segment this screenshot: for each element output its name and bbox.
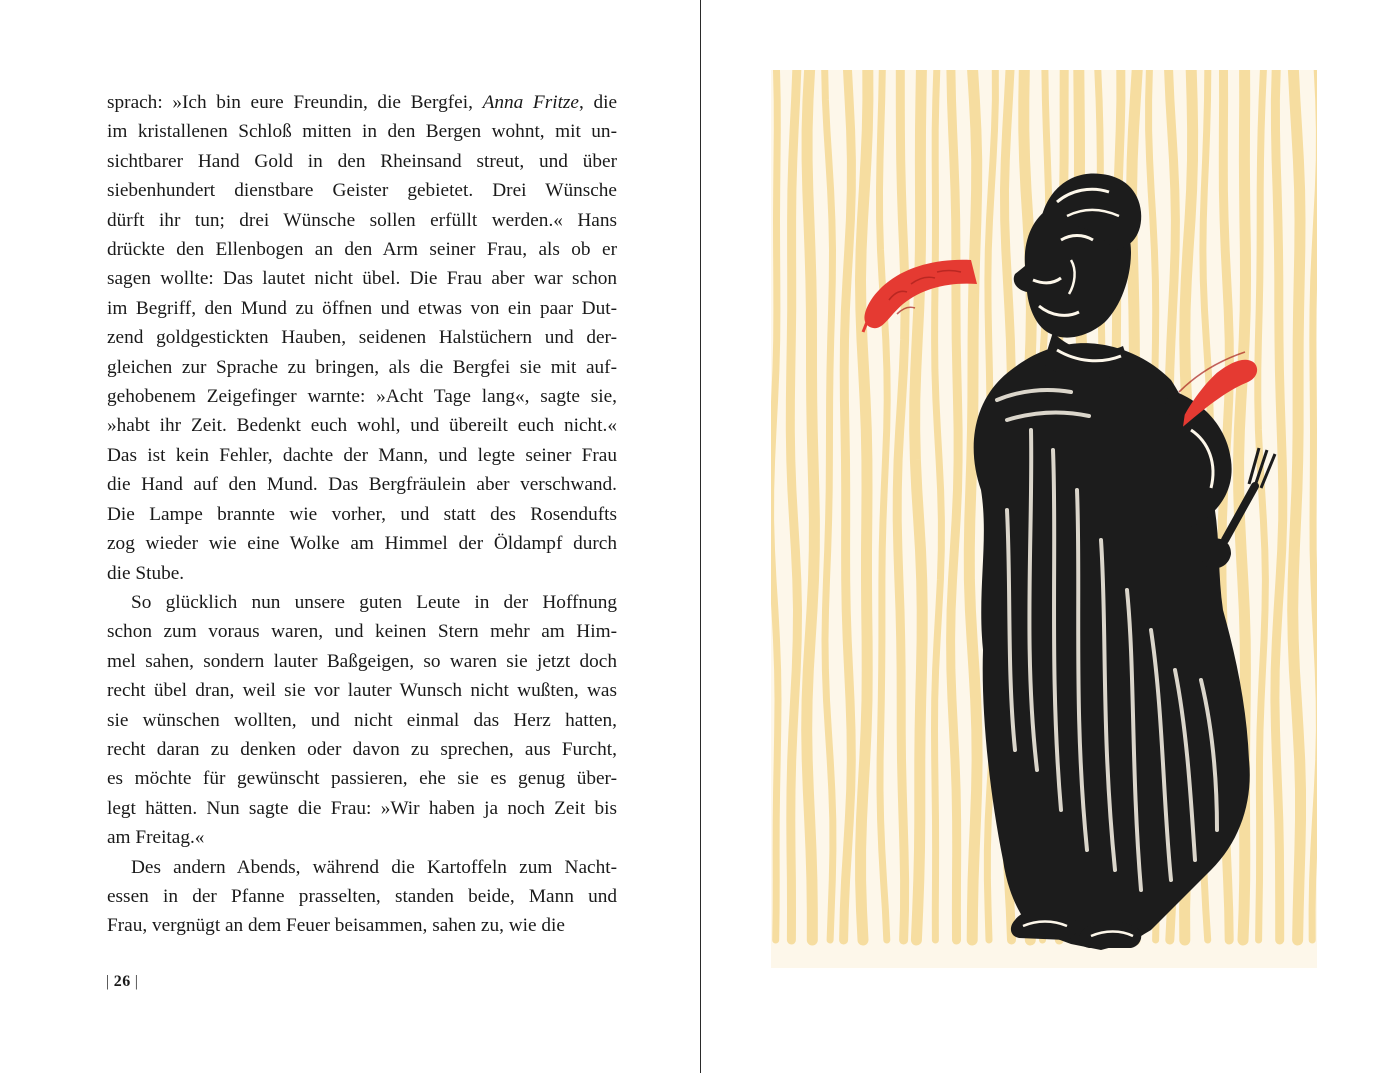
woodcut-illustration bbox=[771, 70, 1317, 968]
folio-number: 26 bbox=[113, 973, 131, 990]
text-line: sprach: »Ich bin eure Freundin, die Bergfei, Anna Fritze, die bbox=[107, 92, 618, 113]
text-line: »habt ihr Zeit. Bedenkt euch wohl, und übereilt euch nicht.« bbox=[107, 415, 617, 437]
text-line: schon zum voraus waren, und keinen Stern mehr am Him- bbox=[107, 621, 617, 643]
folio-left-bar: | bbox=[106, 973, 110, 990]
text-line: die Stube. bbox=[107, 562, 185, 584]
character-name: Anna Fritze bbox=[482, 92, 579, 113]
text-line: die Hand auf den Mund. Das Bergfräulein aber verschwand. bbox=[107, 474, 617, 496]
text-line: es möchte für gewünscht passieren, ehe sie es genug über- bbox=[107, 768, 617, 790]
text-line: gehobenem Zeigefinger warnte: »Acht Tage lang«, sagte sie, bbox=[107, 386, 617, 408]
text-line: essen in der Pfanne prasselten, standen beide, Mann und bbox=[107, 885, 617, 907]
page-number bbox=[106, 973, 138, 991]
folio-right-bar: | bbox=[134, 973, 139, 990]
text-line: zend goldgestickten Hauben, seidenen Halstüchern und der- bbox=[107, 327, 617, 349]
text-line: im kristallenen Schloß mitten in den Bergen wohnt, mit un- bbox=[107, 121, 617, 143]
text-line: Das ist kein Fehler, dachte der Mann, und legte seiner Frau bbox=[107, 444, 617, 466]
text-line: gleichen zur Sprache zu bringen, als die Bergfei sie mit auf- bbox=[107, 356, 617, 378]
text-line: sagen wollte: Das lautet nicht übel. Die Frau aber war schon bbox=[107, 268, 617, 290]
text-line: sie wünschen wollten, und nicht einmal das Herz hatten, bbox=[107, 709, 617, 731]
text-line: am Freitag.« bbox=[107, 827, 205, 849]
text-line: im Begriff, den Mund zu öffnen und etwas von ein paar Dut- bbox=[107, 297, 617, 319]
paragraph-2 bbox=[107, 588, 617, 853]
text-line: So glücklich nun unsere guten Leute in der Hoffnung bbox=[131, 591, 617, 613]
text-line: sichtbarer Hand Gold in den Rheinsand streut, und über bbox=[107, 150, 617, 172]
text-line: Die Lampe brannte wie vorher, und statt des Rosendufts bbox=[107, 503, 617, 525]
paragraph-3 bbox=[107, 853, 617, 941]
text-line: recht übel dran, weil sie vor lauter Wunsch nicht wußten, was bbox=[107, 680, 617, 702]
text-line: zog wieder wie eine Wolke am Himmel der Öldampf durch bbox=[107, 533, 617, 555]
text-line: dürft ihr tun; drei Wünsche sollen erfüllt werden.« Hans bbox=[107, 209, 617, 231]
body-text bbox=[107, 88, 617, 941]
stripe bbox=[915, 70, 923, 940]
text-line: Frau, vergnügt an dem Feuer beisammen, sahen zu, wie die bbox=[107, 915, 565, 937]
text-line: mel sahen, sondern lauter Baßgeigen, so waren sie jetzt doch bbox=[107, 650, 617, 672]
paragraph-1 bbox=[107, 88, 617, 588]
text-line: drückte den Ellenbogen an den Arm seiner Frau, als ob er bbox=[107, 239, 617, 261]
illustration bbox=[771, 70, 1317, 968]
text-line: Des andern Abends, während die Kartoffeln zum Nacht- bbox=[131, 856, 617, 878]
text-line: siebenhundert dienstbare Geister gebietet. Drei Wünsche bbox=[107, 180, 617, 202]
text-line: recht daran zu denken oder davon zu sprechen, aus Furcht, bbox=[107, 738, 617, 760]
stripe bbox=[861, 70, 868, 940]
right-page bbox=[701, 0, 1400, 1073]
text-line: legt hätten. Nun sagte die Frau: »Wir haben ja noch Zeit bis bbox=[107, 797, 617, 819]
